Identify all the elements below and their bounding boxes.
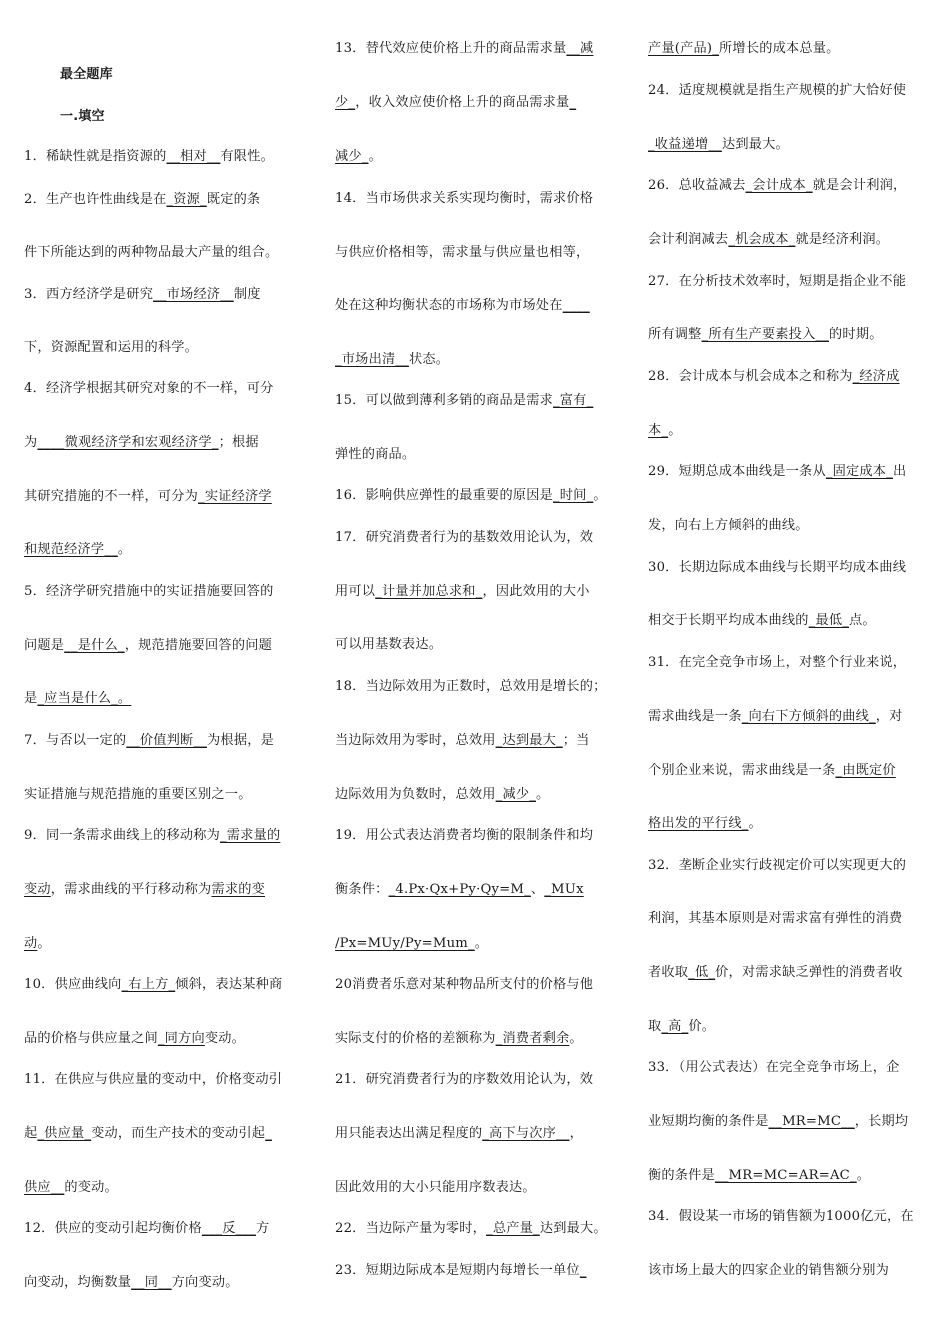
- text-line: 利润，其基本原则是对需求富有弹性的消费: [648, 911, 903, 926]
- text-line: 产量(产品)_所增长的成本总量。: [648, 41, 840, 56]
- text-line: 起_供应量_变动，而生产技术的变动引起_: [24, 1126, 272, 1141]
- text-line: 处在这种均衡状态的市场称为市场处在____: [335, 298, 590, 313]
- text-line: _市场出清__状态。: [335, 352, 450, 367]
- text-line: 24．适度规模就是指生产规模的扩大恰好使: [648, 83, 907, 98]
- text-line: 个别企业来说，需求曲线是一条_由既定价: [648, 763, 896, 778]
- text-line: 7．与否以一定的__价值判断__为根据，是: [24, 733, 274, 748]
- text-line: 供应__的变动。: [24, 1180, 118, 1195]
- text-line: 变动，需求曲线的平行移动称为需求的变: [24, 882, 265, 897]
- text-line: 15．可以做到薄利多销的商品是需求_富有_: [335, 393, 594, 408]
- text-line: 2．生产也许性曲线是在_资源_既定的条: [24, 192, 261, 207]
- text-line: 业短期均衡的条件是__MR=MC__，长期均: [648, 1114, 909, 1129]
- text-line: 者收取_低_价，对需求缺乏弹性的消费者收: [648, 965, 903, 980]
- text-line: 34．假设某一市场的销售额为1000亿元，在: [648, 1209, 914, 1224]
- text-line: 19．用公式表达消费者均衡的限制条件和均: [335, 828, 594, 843]
- text-line: 23．短期边际成本是短期内每增长一单位_: [335, 1263, 587, 1278]
- text-line: 当边际效用为零时，总效用_达到最大_；当: [335, 733, 590, 748]
- section-title: 一.填空: [60, 109, 105, 124]
- text-line: 5．经济学研究措施中的实证措施要回答的: [24, 584, 274, 599]
- text-line: 少_，收入效应使价格上升的商品需求量_: [335, 95, 577, 110]
- text-line: 为____微观经济学和宏观经济学_；根据: [24, 435, 259, 450]
- text-line: 弹性的商品。: [335, 447, 416, 462]
- text-line: 9．同一条需求曲线上的移动称为_需求量的: [24, 828, 281, 843]
- text-line: 衡的条件是__MR=MC=AR=AC_。: [648, 1168, 871, 1183]
- text-line: 20消费者乐意对某种物品所支付的价格与他: [335, 977, 594, 992]
- text-line: 是_应当是什么_。: [24, 691, 132, 706]
- text-line: 所有调整_所有生产要素投入__的时期。: [648, 327, 883, 342]
- text-line: _收益递增__达到最大。: [648, 137, 789, 152]
- text-line: 与供应价格相等，需求量与供应量也相等，: [335, 245, 590, 260]
- text-line: 30．长期边际成本曲线与长期平均成本曲线: [648, 560, 907, 575]
- text-line: 问题是__是什么_，规范措施要回答的问题: [24, 638, 272, 653]
- text-line: 实证措施与规范措施的重要区别之一。: [24, 787, 252, 802]
- text-line: 11．在供应与供应量的变动中，价格变动引: [24, 1072, 283, 1087]
- text-line: 1．稀缺性就是指资源的__相对__有限性。: [24, 149, 274, 164]
- text-line: 17．研究消费者行为的基数效用论认为，效: [335, 530, 594, 545]
- text-line: 16．影响供应弹性的最重要的原因是_时间_。: [335, 488, 607, 503]
- text-line: 品的价格与供应量之间_同方向变动。: [24, 1031, 246, 1046]
- text-line: 件下所能达到的两种物品最大产量的组合。: [24, 245, 279, 260]
- text-line: 取_高_价。: [648, 1019, 716, 1034]
- text-line: 下，资源配置和运用的科学。: [24, 340, 199, 355]
- text-line: 26．总收益减去_会计成本_就是会计利润，: [648, 178, 907, 193]
- text-line: 实际支付的价格的差额称为_消费者剩余。: [335, 1031, 583, 1046]
- text-line: 边际效用为负数时，总效用_减少_。: [335, 787, 550, 802]
- text-line: 18．当边际效用为正数时，总效用是增长的；: [335, 679, 607, 694]
- text-line: 12．供应的变动引起均衡价格___反___方: [24, 1221, 270, 1236]
- text-line: 可以用基数表达。: [335, 637, 443, 652]
- text-line: 格出发的平行线_。: [648, 816, 762, 831]
- text-line: 4．经济学根据其研究对象的不一样，可分: [24, 381, 274, 396]
- text-line: 相交于长期平均成本曲线的_最低_点。: [648, 613, 876, 628]
- text-line: 28．会计成本与机会成本之和称为_经济成: [648, 369, 900, 384]
- text-line: /Px=MUy/Py=Mum_。: [335, 936, 489, 951]
- text-line: 会计利润减去_机会成本_就是经济利润。: [648, 232, 890, 247]
- text-line: 因此效用的大小只能用序数表达。: [335, 1180, 536, 1195]
- text-line: 减少_。: [335, 149, 382, 164]
- text-line: 本_。: [648, 423, 682, 438]
- text-line: 22．当边际产量为零时，_总产量_达到最大。: [335, 1221, 607, 1236]
- text-line: 14．当市场供求关系实现均衡时，需求价格: [335, 191, 594, 206]
- text-line: 21．研究消费者行为的序数效用论认为，效: [335, 1072, 594, 1087]
- text-line: 其研究措施的不一样，可分为_实证经济学: [24, 489, 272, 504]
- document-title: 最全题库: [60, 67, 113, 82]
- text-line: 衡条件：_4.Px·Qx+Py·Qy=M_、_MUx: [335, 882, 584, 897]
- text-line: 该市场上最大的四家企业的销售额分别为: [648, 1263, 889, 1278]
- text-line: 33．（用公式表达）在完全竞争市场上，企: [648, 1060, 900, 1075]
- text-line: 发，向右上方倾斜的曲线。: [648, 518, 809, 533]
- text-line: 29．短期总成本曲线是一条从_固定成本_出: [648, 464, 907, 479]
- text-line: 31．在完全竞争市场上，对整个行业来说，: [648, 655, 907, 670]
- text-line: 需求曲线是一条_向右下方倾斜的曲线_，对: [648, 709, 903, 724]
- text-line: 13．替代效应使价格上升的商品需求量__减: [335, 41, 594, 56]
- text-line: 用可以_计量并加总求和_，因此效用的大小: [335, 584, 590, 599]
- text-line: 和规范经济学__。: [24, 542, 132, 557]
- text-line: 用只能表达出满足程度的_高下与次序__，: [335, 1126, 583, 1141]
- text-line: 32．垄断企业实行歧视定价可以实现更大的: [648, 858, 907, 873]
- text-line: 27．在分析技术效率时，短期是指企业不能: [648, 274, 907, 289]
- text-line: 动。: [24, 936, 51, 951]
- text-line: 10．供应曲线向_右上方_倾斜，表达某种商: [24, 977, 283, 992]
- text-line: 3．西方经济学是研究__市场经济__制度: [24, 287, 261, 302]
- text-line: 向变动，均衡数量__同__方向变动。: [24, 1275, 239, 1290]
